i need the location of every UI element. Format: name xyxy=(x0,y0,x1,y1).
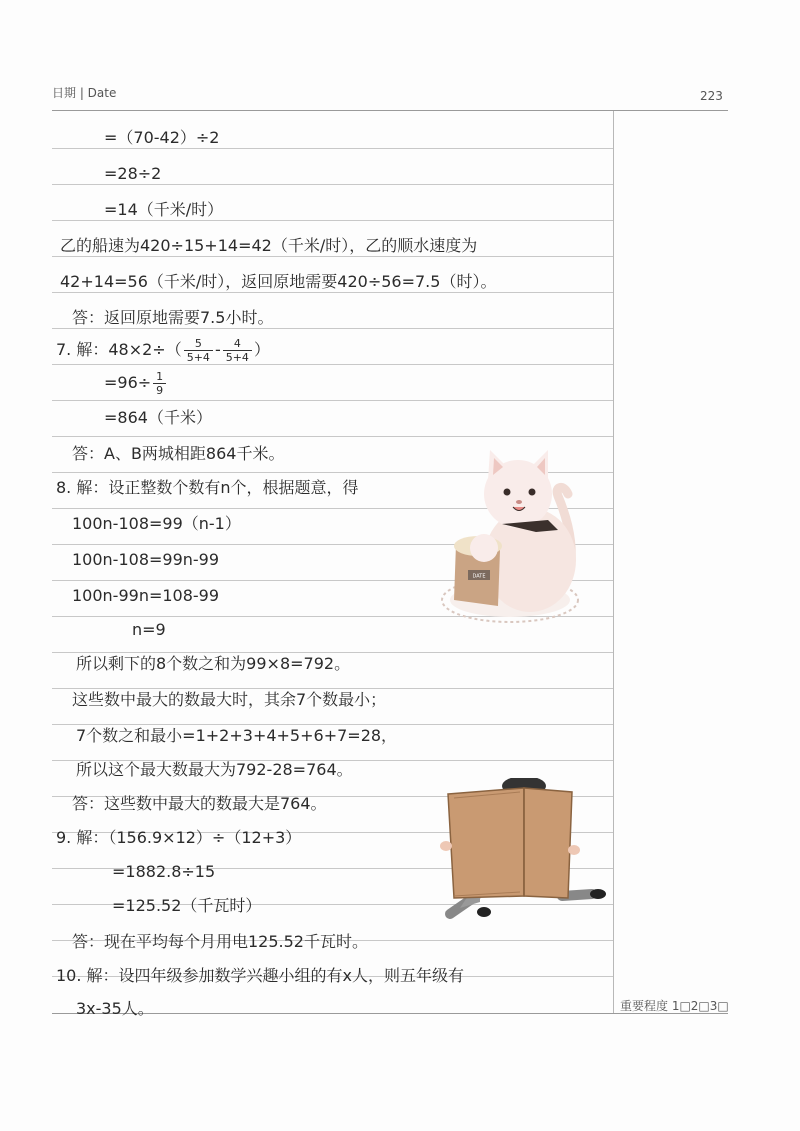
solution-line: =125.52（千瓦时） xyxy=(112,896,262,915)
fraction-numerator: 4 xyxy=(223,338,252,351)
solution-line: 3x-35人。 xyxy=(76,999,154,1018)
fraction xyxy=(223,338,252,363)
cat-sticker-illustration xyxy=(440,440,590,630)
cat-sign-text: DATE xyxy=(472,573,486,580)
solution-line: 乙的船速为420÷15+14=42（千米/时），乙的顺水速度为 xyxy=(60,236,478,255)
solution-line: 100n-99n=108-99 xyxy=(72,586,220,605)
solution-line: 所以这个最大数最大为792-28=764。 xyxy=(76,760,353,779)
fraction xyxy=(184,338,213,363)
solution-line: 100n-108=99（n-1） xyxy=(72,514,241,533)
solution-line: =864（千米） xyxy=(104,408,212,427)
solution-line: 所以剩下的8个数之和为99×8=792。 xyxy=(76,654,351,673)
fraction-denominator: 5+4 xyxy=(225,351,249,364)
expression-text: ） xyxy=(253,340,270,359)
page-number: 223 xyxy=(700,89,723,103)
problem-9-line: 9. 解：（156.9×12）÷（12+3） xyxy=(56,828,302,847)
answer-line: 答：返回原地需要7.5小时。 xyxy=(72,308,274,327)
problem-10-line: 10. 解：设四年级参加数学兴趣小组的有x人，则五年级有 xyxy=(56,966,465,985)
solution-line: =14（千米/时） xyxy=(104,200,224,219)
solution-line: 这些数中最大的数最大时，其余7个数最小； xyxy=(72,690,387,709)
fraction-numerator: 1 xyxy=(153,371,166,384)
solution-line: 100n-108=99n-99 xyxy=(72,550,220,569)
date-label: 日期 | Date xyxy=(52,86,117,100)
answer-line: 答：现在平均每个月用电125.52千瓦时。 xyxy=(72,932,368,951)
solution-line: =1882.8÷15 xyxy=(112,862,216,881)
solution-line: n=9 xyxy=(132,620,166,639)
solution-line: =28÷2 xyxy=(104,164,162,183)
problem-8-line: 8. 解：设正整数个数有n个，根据题意，得 xyxy=(56,478,359,497)
solution-line: =（70-42）÷2 xyxy=(104,128,220,147)
solution-line: 7个数之和最小=1+2+3+4+5+6+7=28， xyxy=(76,726,398,745)
minus-sign: - xyxy=(214,340,221,359)
answer-line: 答：A、B两城相距864千米。 xyxy=(72,444,285,463)
fraction-denominator: 5+4 xyxy=(186,351,210,364)
expression-text: 7. 解：48×2÷（ xyxy=(56,340,182,359)
solution-line xyxy=(104,364,168,402)
header-rule xyxy=(52,110,728,111)
fraction-denominator: 9 xyxy=(156,384,164,397)
solution-line: 42+14=56（千米/时），返回原地需要420÷56=7.5（时）。 xyxy=(60,272,497,291)
answer-line: 答：这些数中最大的数最大是764。 xyxy=(72,794,327,813)
fraction-numerator: 5 xyxy=(184,338,213,351)
expression-text: =96÷ xyxy=(104,373,152,392)
reading-kid-sticker-illustration xyxy=(440,778,615,933)
fraction xyxy=(153,371,166,396)
importance-rating: 重要程度 1□2□3□ xyxy=(620,999,729,1013)
